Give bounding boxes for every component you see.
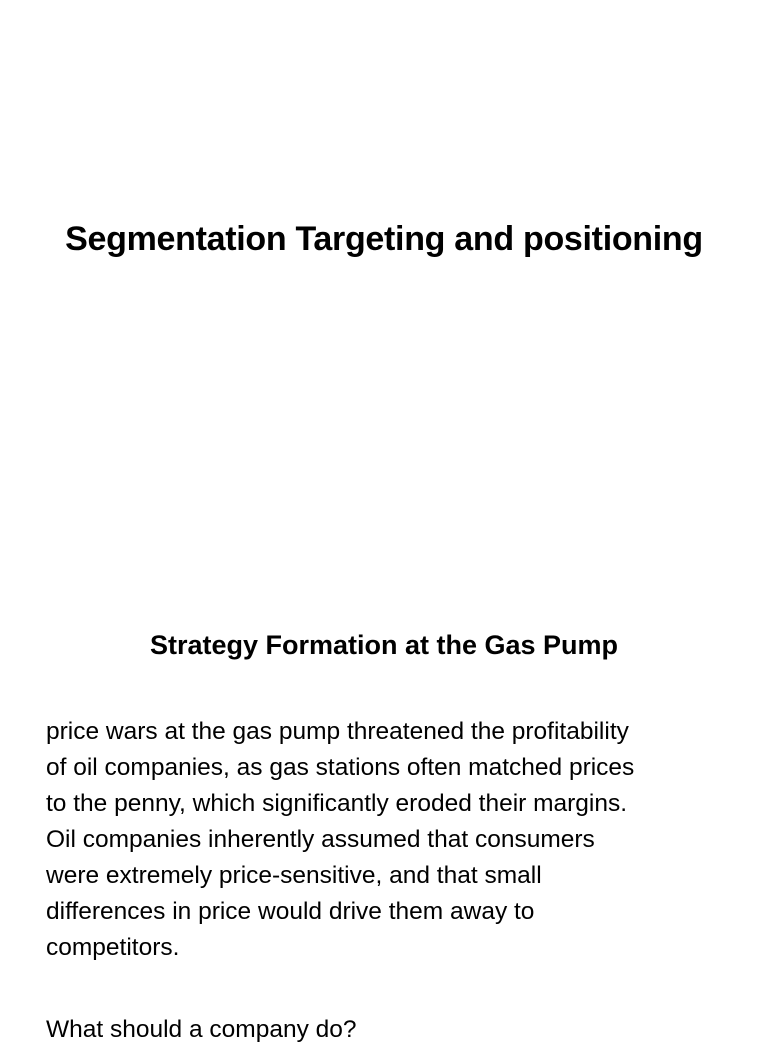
section-heading: Strategy Formation at the Gas Pump	[149, 630, 619, 660]
page-title: Segmentation Targeting and positioning	[65, 220, 703, 258]
body-paragraph	[46, 714, 736, 966]
paragraph-line: Oil companies inherently assumed that consumers	[46, 826, 595, 853]
paragraph-line: competitors.	[46, 934, 180, 961]
paragraph-line: to the penny, which significantly eroded their margins.	[46, 790, 628, 817]
paragraph-line: price wars at the gas pump threatened the profitability	[46, 718, 629, 745]
paragraph-line: differences in price would drive them away to	[46, 898, 535, 925]
paragraph-line: of oil companies, as gas stations often matched prices	[46, 754, 635, 781]
paragraph-line: were extremely price-sensitive, and that small	[46, 862, 542, 889]
cut-off-text-line: What should a company do?	[46, 1016, 357, 1043]
